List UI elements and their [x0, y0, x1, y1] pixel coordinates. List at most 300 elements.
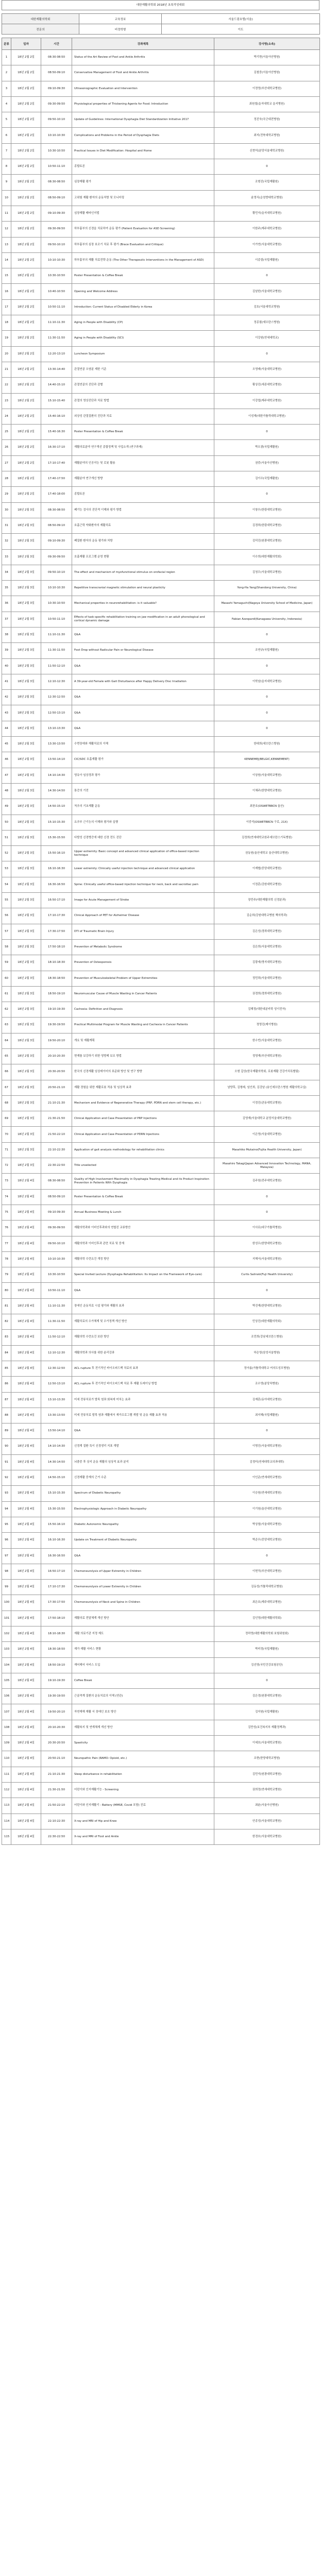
- cell-speaker: 김은희(서울대학교병원): [214, 939, 320, 955]
- cell-time: 22:30-22:50: [41, 1158, 72, 1174]
- cell-speaker: 이성재(대한가톨릭대학교병원): [214, 409, 320, 424]
- table-row: [2, 96, 320, 112]
- cell-speaker: 조수영(분당차병원): [214, 1377, 320, 1392]
- cell-speaker: 오형 갑상(한국재활의학회, 로봇재활 건강가치특별팀): [214, 1064, 320, 1080]
- cell-speaker: 김만성(보건복지부 재활정책과): [214, 1720, 320, 1735]
- table-row: [2, 1267, 320, 1283]
- table-row: [2, 1127, 320, 1142]
- cell-no: 83: [2, 1330, 11, 1345]
- cell-time: 15:40-16:30: [41, 425, 72, 440]
- cell-date: 18년 2월 4일: [11, 1314, 41, 1330]
- cell-date: 18년 2월 2일: [11, 112, 41, 128]
- table-row: [2, 1298, 320, 1314]
- cell-speaker: Yong-Ha Yang(Shandong University, China): [214, 581, 320, 596]
- cell-no: 97: [2, 1548, 11, 1564]
- table-row: [2, 1018, 320, 1033]
- cell-time: 10:30-10:50: [41, 143, 72, 159]
- cell-title: Chemoneurolysis of Lower Extremity in Children: [72, 1580, 214, 1595]
- cell-speaker: 김인영(대한재활의학회): [214, 1611, 320, 1626]
- cell-date: 18년 2월 3일: [11, 502, 41, 518]
- cell-date: 18년 2월 2일: [11, 268, 41, 284]
- cell-title: Practical Multimodal Program for Muscle Wasting and Cachexia in Cancer Patients: [72, 1018, 214, 1033]
- cell-speaker: 조민희(강남세브란스병원): [214, 1330, 320, 1345]
- table-row: [2, 284, 320, 299]
- cell-title: Practical Issues in Diet Modification: Hospital and Home: [72, 143, 214, 159]
- table-row: [2, 1423, 320, 1439]
- cell-title: 자연재해 재활 서 장애인 보호 방안: [72, 1704, 214, 1720]
- cell-no: 18: [2, 315, 11, 331]
- cell-title: 재활분야의 인공지능 및 로봇 활용: [72, 455, 214, 471]
- cell-title: Poster Presentation & Coffee Break: [72, 268, 214, 284]
- cell-time: 18:50-19:10: [41, 986, 72, 1002]
- cell-date: 18년 2월 3일: [11, 986, 41, 1002]
- cell-no: 49: [2, 799, 11, 815]
- cell-time: 15:10-15:40: [41, 393, 72, 409]
- info-extra: 서울드림호텔(서울): [162, 14, 320, 24]
- cell-title: 미세 전류치료 발목 염좌 재활에서 재가프로그램 개발 및 운동 재활 효과 적용: [72, 1408, 214, 1423]
- cell-title: 재활의학과 의사를 위한 윤리강좌: [72, 1345, 214, 1361]
- cell-date: 18년 2월 3일: [11, 1049, 41, 1064]
- cell-time: 10:10-10:30: [41, 252, 72, 268]
- cell-speaker: 이정훈(강원대학교병원): [214, 877, 320, 892]
- cell-time: 10:30-10:50: [41, 596, 72, 612]
- cell-speaker: Masashi Yamaguchi(Nagoya University School of Medicine, Japan): [214, 596, 320, 612]
- cell-title: 외상성 관절질환의 진단과 치료: [72, 409, 214, 424]
- cell-speaker: 조현(한양대학교병원): [214, 1751, 320, 1767]
- cell-date: 18년 2월 4일: [11, 1767, 41, 1782]
- cell-date: 18년 2월 3일: [11, 752, 41, 768]
- cell-title: Repetitive transcranial magnetic stimulation and neural plasticity: [72, 581, 214, 596]
- cell-date: 18년 2월 4일: [11, 1704, 41, 1720]
- cell-no: 9: [2, 175, 11, 190]
- cell-date: 18년 2월 2일: [11, 252, 41, 268]
- cell-title: Image for Acute Management of Stroke: [72, 893, 214, 908]
- cell-date: 18년 2월 3일: [11, 1142, 41, 1158]
- cell-no: 17: [2, 299, 11, 315]
- cell-time: 20:10-20:30: [41, 1720, 72, 1735]
- cell-date: 18년 2월 3일: [11, 783, 41, 799]
- cell-speaker: 이정영(부산대학교병원): [214, 81, 320, 96]
- cell-speaker: 0: [214, 721, 320, 736]
- cell-no: 70: [2, 1127, 11, 1142]
- cell-title: 재활의학과와 이비인후과와의 연합진 교류방안: [72, 1221, 214, 1236]
- cell-date: 18년 2월 4일: [11, 1798, 41, 1814]
- cell-no: 44: [2, 721, 11, 736]
- cell-time: 19:50-20:10: [41, 1033, 72, 1048]
- table-row: [2, 1548, 320, 1564]
- cell-date: 18년 2월 4일: [11, 1673, 41, 1688]
- cell-title: 재활의학 수련요건 개정 방안: [72, 1251, 214, 1267]
- cell-date: 18년 2월 3일: [11, 674, 41, 689]
- cell-time: 10:10-10:30: [41, 128, 72, 143]
- cell-no: 71: [2, 1142, 11, 1158]
- cell-date: 18년 2월 4일: [11, 1454, 41, 1470]
- cell-no: 59: [2, 955, 11, 971]
- cell-date: 18년 2월 2일: [11, 393, 41, 409]
- table-row: [2, 1767, 320, 1782]
- cell-time: 15:10-15:30: [41, 815, 72, 830]
- cell-time: 18:50-19:10: [41, 1657, 72, 1673]
- cell-title: A 39-year-old Female with Gait Disturbance after Happy Delivery Disc Irradiation: [72, 674, 214, 689]
- cell-no: 36: [2, 596, 11, 612]
- cell-speaker: 0: [214, 1205, 320, 1220]
- cell-date: 18년 2월 3일: [11, 815, 41, 830]
- cell-time: 08:50-09:10: [41, 1189, 72, 1205]
- cell-no: 114: [2, 1814, 11, 1829]
- table-row: [2, 222, 320, 237]
- cell-no: 40: [2, 658, 11, 674]
- table-row: [2, 1392, 320, 1408]
- cell-speaker: 이은영(서울대학교병원): [214, 1127, 320, 1142]
- cell-speaker: 최윤(서울아산병원): [214, 1798, 320, 1814]
- cell-time: 12:10-12:30: [41, 1345, 72, 1361]
- cell-title: 개요 및 재활계획: [72, 1033, 214, 1048]
- table-row: [2, 159, 320, 175]
- cell-date: 18년 2월 2일: [11, 143, 41, 159]
- cell-speaker: 장민주(대한재활의학 신경분과): [214, 893, 320, 908]
- table-row: [2, 518, 320, 533]
- cell-time: 20:10-20:30: [41, 1049, 72, 1064]
- cell-date: 18년 2월 3일: [11, 971, 41, 986]
- cell-time: 09:50-10:10: [41, 112, 72, 128]
- cell-date: 18년 2월 4일: [11, 1611, 41, 1626]
- cell-no: 57: [2, 924, 11, 939]
- cell-no: 76: [2, 1221, 11, 1236]
- schedule-header-row: [2, 38, 320, 50]
- cell-date: 18년 2월 4일: [11, 1392, 41, 1408]
- cell-date: 18년 2월 3일: [11, 1018, 41, 1033]
- cell-date: 18년 2월 3일: [11, 1002, 41, 1018]
- cell-no: 77: [2, 1236, 11, 1251]
- cell-title: Special Invited Lecture (Dysphagia Rehabilitation: Its Impact on the Framework of Eye-care): [72, 1267, 214, 1283]
- cell-speaker: 이강원(연세대학교): [214, 331, 320, 346]
- cell-speaker: 최원철(을지대학교 을지병원): [214, 96, 320, 112]
- cell-speaker: 이상원(서울대학교병원): [214, 768, 320, 783]
- cell-title: Introduction: Current Status of Disabled Elderly in Korea: [72, 299, 214, 315]
- cell-speaker: 남양후, 김형래, 임인희, 김강남 (용인세브란스병원 재활의학교실): [214, 1080, 320, 1095]
- table-row: [2, 425, 320, 440]
- cell-speaker: 이채주(한양대학교병원): [214, 783, 320, 799]
- cell-time: 13:30-13:50: [41, 737, 72, 752]
- cell-no: 42: [2, 690, 11, 705]
- cell-title: 하부흉부의 신경을 치료하여 운동 평가 (Patient Evaluation for ASD Screening): [72, 222, 214, 237]
- cell-time: 21:30-21:50: [41, 1782, 72, 1798]
- cell-time: 09:50-10:10: [41, 1236, 72, 1251]
- table-row: [2, 1095, 320, 1111]
- table-row: [2, 409, 320, 424]
- table-row: [2, 50, 320, 65]
- cell-time: 08:50-09:10: [41, 518, 72, 533]
- cell-no: 73: [2, 1174, 11, 1189]
- table-row: [2, 1174, 320, 1189]
- cell-title: Cachexia: Definition and Diagnosis: [72, 1002, 214, 1018]
- cell-no: 99: [2, 1580, 11, 1595]
- cell-time: 08:30-08:50: [41, 1174, 72, 1189]
- table-row: [2, 1033, 320, 1048]
- cell-speaker: 0: [214, 487, 320, 502]
- cell-speaker: 정영재(부산대학교병원): [214, 1049, 320, 1064]
- cell-no: 65: [2, 1049, 11, 1064]
- cell-no: 21: [2, 362, 11, 377]
- cell-speaker: 김호(서울대학교병원): [214, 299, 320, 315]
- table-row: [2, 1736, 320, 1751]
- cell-speaker: 조형진(국립재활원): [214, 175, 320, 190]
- table-row: [2, 737, 320, 752]
- cell-time: 10:50-11:10: [41, 612, 72, 627]
- cell-title: 종합토론: [72, 487, 214, 502]
- cell-date: 18년 2월 2일: [11, 362, 41, 377]
- cell-time: 14:50-15:10: [41, 1470, 72, 1486]
- table-row: [2, 237, 320, 252]
- table-row: [2, 612, 320, 627]
- cell-time: 09:30-09:50: [41, 549, 72, 565]
- table-row: [2, 534, 320, 549]
- cell-date: 18년 2월 3일: [11, 596, 41, 612]
- table-row: [2, 721, 320, 736]
- cell-title: 종합토론: [72, 159, 214, 175]
- table-row: [2, 1142, 320, 1158]
- table-row: [2, 877, 320, 892]
- cell-no: 91: [2, 1454, 11, 1470]
- cell-no: 8: [2, 159, 11, 175]
- cell-speaker: 김재훈(동아대학교병원): [214, 1392, 320, 1408]
- cell-speaker: 정명진(제이병원): [214, 1018, 320, 1033]
- cell-speaker: 황민지(을지대학교병원): [214, 206, 320, 221]
- cell-date: 18년 2월 4일: [11, 1298, 41, 1314]
- cell-date: 18년 2월 2일: [11, 299, 41, 315]
- cell-title: 근골격계 질환의 운동치료의 이해 (연관): [72, 1689, 214, 1704]
- cell-date: 18년 2월 4일: [11, 1533, 41, 1548]
- cell-time: 11:30-11:50: [41, 331, 72, 346]
- table-row: [2, 143, 320, 159]
- cell-no: 12: [2, 222, 11, 237]
- cell-time: 17:30-17:50: [41, 1595, 72, 1611]
- cell-speaker: 김지원(국립재활원): [214, 1704, 320, 1720]
- table-row: [2, 1111, 320, 1127]
- table-row: [2, 1626, 320, 1641]
- cell-speaker: 권희정(연세대학교병원): [214, 1782, 320, 1798]
- cell-no: 89: [2, 1423, 11, 1439]
- cell-speaker: 0: [214, 1673, 320, 1688]
- cell-time: 09:30-09:50: [41, 96, 72, 112]
- cell-speaker: 김경희(한림대학교병원): [214, 518, 320, 533]
- table-row: [2, 362, 320, 377]
- cell-date: 18년 2월 4일: [11, 1205, 41, 1220]
- cell-title: Update on Treatment of Diabetic Neuropathy: [72, 1533, 214, 1548]
- table-row: [2, 1080, 320, 1095]
- cell-no: 93: [2, 1486, 11, 1501]
- cell-time: 14:10-14:30: [41, 1439, 72, 1454]
- cell-speaker: 0: [214, 1283, 320, 1298]
- cell-no: 11: [2, 206, 11, 221]
- table-row: [2, 112, 320, 128]
- cell-title: Physiological properties of Thickening Agents for Food: Introduction: [72, 96, 214, 112]
- cell-time: 22:10-22:30: [41, 1142, 72, 1158]
- cell-date: 18년 2월 3일: [11, 861, 41, 877]
- cell-date: 18년 2월 4일: [11, 1657, 41, 1673]
- cell-title: Q&A: [72, 1548, 214, 1564]
- cell-date: 18년 2월 3일: [11, 705, 41, 721]
- cell-title: Aging in People with Disability (CP): [72, 315, 214, 331]
- cell-speaker: 김순희(강원대학교병원 핵의학과): [214, 908, 320, 924]
- cell-date: 18년 2월 3일: [11, 846, 41, 861]
- cell-time: 12:10-12:30: [41, 674, 72, 689]
- cell-title: 한국의 신경재활 임상데이터의 표준화 방안 및 연구 방향: [72, 1064, 214, 1080]
- table-row: [2, 908, 320, 924]
- cell-speaker: 이승원(연세대학교병원): [214, 1486, 320, 1501]
- table-row: [2, 252, 320, 268]
- cell-date: 18년 2월 3일: [11, 565, 41, 580]
- cell-speaker: 0: [214, 1548, 320, 1564]
- cell-title: Neuropathic Pain (RAMO: Opioid, etc.): [72, 1751, 214, 1767]
- cell-date: 18년 2월 4일: [11, 1439, 41, 1454]
- info-table: [2, 13, 320, 35]
- table-row: [2, 596, 320, 612]
- cell-time: 17:10-17:30: [41, 1580, 72, 1595]
- cell-time: 10:10-10:30: [41, 581, 72, 596]
- cell-no: 58: [2, 939, 11, 955]
- table-row: [2, 81, 320, 96]
- cell-title: 요추부 근기능의 이해와 평가와 실행: [72, 815, 214, 830]
- cell-date: 18년 2월 4일: [11, 1501, 41, 1517]
- cell-speaker: 한성우(한양대학교병원): [214, 1236, 320, 1251]
- cell-title: 재활의학 수련요건 보완 방안: [72, 1330, 214, 1345]
- cell-no: 50: [2, 815, 11, 830]
- cell-title: 심장재활 평가: [72, 175, 214, 190]
- cell-no: 10: [2, 190, 11, 206]
- cell-title: 신경계 질환 특이 신경생리 지표 개발: [72, 1439, 214, 1454]
- cell-no: 22: [2, 378, 11, 393]
- cell-title: Prevention of Metabolic Syndrome: [72, 939, 214, 955]
- cell-speaker: 조연규(국립재활원): [214, 643, 320, 658]
- cell-no: 28: [2, 471, 11, 487]
- cell-title: Spine: Clinically useful office-based injection technique for neck, back and sacroiliac pain: [72, 877, 214, 892]
- cell-no: 109: [2, 1736, 11, 1751]
- cell-date: 18년 2월 3일: [11, 1080, 41, 1095]
- cell-no: 53: [2, 861, 11, 877]
- cell-speaker: 하은영(삼성서울병원): [214, 1345, 320, 1361]
- cell-speaker: 김덕진(원광대학교병원): [214, 534, 320, 549]
- cell-date: 18년 2월 3일: [11, 799, 41, 815]
- cell-no: 26: [2, 440, 11, 455]
- cell-time: 09:10-09:30: [41, 206, 72, 221]
- cell-speaker: Curtis Salinski(Fuji Health University): [214, 1267, 320, 1283]
- cell-title: CIC/SDC 호흡재활 평가: [72, 752, 214, 768]
- table-row: [2, 1689, 320, 1704]
- cell-title: 수면장애와 재활치료의 이해: [72, 737, 214, 752]
- cell-time: 19:30-19:50: [41, 1018, 72, 1033]
- cell-no: 106: [2, 1689, 11, 1704]
- cell-time: 19:30-19:50: [41, 1689, 72, 1704]
- cell-title: 어린이와 인지재활기능 - Screening: [72, 1782, 214, 1798]
- table-row: [2, 299, 320, 315]
- cell-no: 20: [2, 346, 11, 362]
- cell-time: 17:10-17:40: [41, 455, 72, 471]
- cell-no: 66: [2, 1064, 11, 1080]
- cell-no: 108: [2, 1720, 11, 1735]
- table-row: [2, 986, 320, 1002]
- cell-speaker: 이종림(국립재활원): [214, 252, 320, 268]
- cell-date: 18년 2월 3일: [11, 690, 41, 705]
- cell-speaker: 김선영(국민건강보험공단): [214, 1657, 320, 1673]
- cell-no: 29: [2, 487, 11, 502]
- cell-speaker: 오영래(서울대학교병원): [214, 362, 320, 377]
- cell-time: 21:50-22:10: [41, 1798, 72, 1814]
- cell-speaker: 이세호(서울대학교병원): [214, 1736, 320, 1751]
- cell-speaker: 0: [214, 425, 320, 440]
- cell-date: 18년 2월 2일: [11, 128, 41, 143]
- column-header-time: 시간: [41, 38, 72, 50]
- cell-no: 32: [2, 534, 11, 549]
- cell-no: 96: [2, 1533, 11, 1548]
- column-header-title: 강좌제목: [72, 38, 214, 50]
- cell-date: 18년 2월 4일: [11, 1751, 41, 1767]
- cell-speaker: 윤영식(순천향대학교병원): [214, 190, 320, 206]
- cell-speaker: 최지(전북대학교병원): [214, 128, 320, 143]
- cell-no: 16: [2, 284, 11, 299]
- table-row: [2, 1704, 320, 1720]
- cell-date: 18년 2월 3일: [11, 549, 41, 565]
- table-row: [2, 1439, 320, 1454]
- cell-time: 11:50-12:10: [41, 658, 72, 674]
- cell-time: 21:30-21:50: [41, 1111, 72, 1127]
- cell-time: 14:30-14:50: [41, 783, 72, 799]
- cell-speaker: 한대희(세브란스병원): [214, 737, 320, 752]
- cell-date: 18년 2월 3일: [11, 658, 41, 674]
- cell-time: 18:10-18:30: [41, 1626, 72, 1641]
- cell-title: Chemoneurolysis of Neck and Spine in Children: [72, 1595, 214, 1611]
- cell-time: 10:30-10:50: [41, 1267, 72, 1283]
- cell-no: 107: [2, 1704, 11, 1720]
- cell-time: 18:10-18:30: [41, 955, 72, 971]
- cell-title: Q&A: [72, 721, 214, 736]
- cell-date: 18년 2월 2일: [11, 50, 41, 65]
- cell-title: Conservative Management of Foot and Ankle Arthritis: [72, 65, 214, 81]
- cell-time: 13:30-13:50: [41, 1408, 72, 1423]
- cell-no: 87: [2, 1392, 11, 1408]
- table-row: [2, 1158, 320, 1174]
- cell-time: 17:40-18:00: [41, 487, 72, 502]
- cell-title: Effects of task-specific rehabilitation training on jaw modification in an adult phonological and cortical dynamic damage: [72, 612, 214, 627]
- cell-title: Q&A: [72, 1423, 214, 1439]
- cell-speaker: 김이수(국립재활원): [214, 471, 320, 487]
- cell-no: 88: [2, 1408, 11, 1423]
- cell-time: 15:30-15:50: [41, 1501, 72, 1517]
- info-value: 비정학형: [79, 24, 162, 35]
- cell-title: Opening and Welcome Address: [72, 284, 214, 299]
- table-row: [2, 128, 320, 143]
- cell-time: 10:50-11:10: [41, 299, 72, 315]
- cell-no: 34: [2, 565, 11, 580]
- table-row: [2, 1517, 320, 1532]
- cell-date: 18년 2월 4일: [11, 1189, 41, 1205]
- cell-time: 19:10-19:30: [41, 1673, 72, 1688]
- cell-title: Lower extremity: Clinically useful injection technique and advanced clinical application: [72, 861, 214, 877]
- cell-no: 75: [2, 1205, 11, 1220]
- cell-speaker: 0: [214, 705, 320, 721]
- cell-title: 하부흉부의 심장 보조기 치료 후 평가 (Brace Evaluation and Critique): [72, 237, 214, 252]
- table-row: [2, 815, 320, 830]
- cell-speaker: 0: [214, 346, 320, 362]
- table-row: [2, 471, 320, 487]
- cell-speaker: 김주원(전주대학교병원): [214, 1174, 320, 1189]
- cell-speaker: 이학남(을지대학교병원): [214, 674, 320, 689]
- table-row: [2, 1345, 320, 1361]
- cell-no: 43: [2, 705, 11, 721]
- cell-speaker: 최찬호(OSWETBRCN 울산): [214, 799, 320, 815]
- info-value: 교육정보: [79, 14, 162, 24]
- cell-no: 41: [2, 674, 11, 689]
